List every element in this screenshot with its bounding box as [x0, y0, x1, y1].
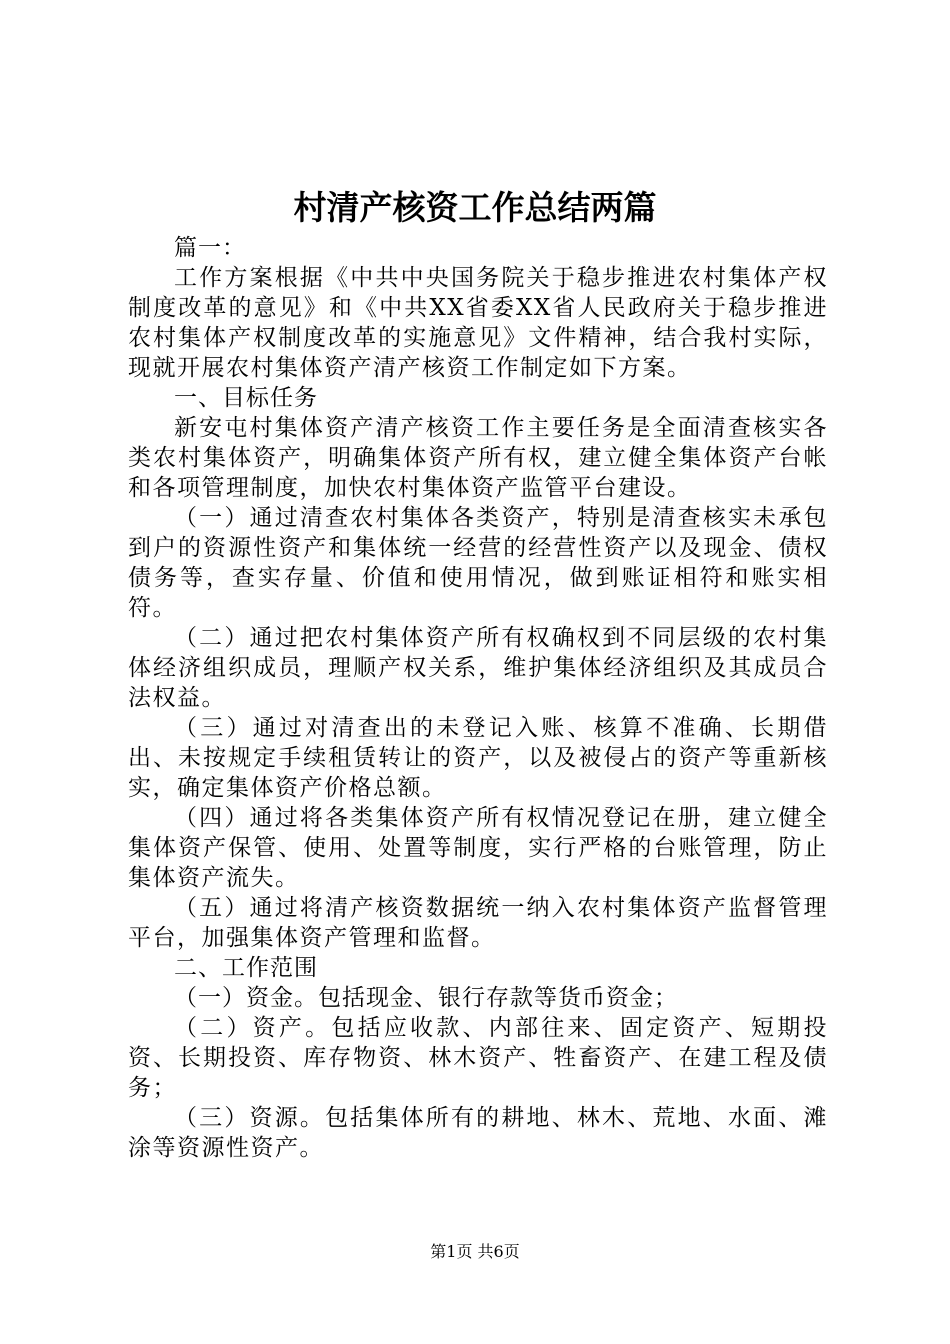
section-heading-part-one: 篇一： — [174, 235, 246, 261]
page-footer: 第1页 共6页 — [430, 1242, 520, 1261]
paragraph-goal-4: （四）通过将各类集体资产所有权情况登记在册，建立健全集体资产保管、使用、处置等制度，实行严格的台账管理，防止集体资产流失。 — [128, 805, 828, 891]
paragraph-goal-5: （五）通过将清产核资数据统一纳入农村集体资产监督管理平台，加强集体资产管理和监督。 — [128, 895, 828, 951]
paragraph-work-plan-basis: 工作方案根据《中共中央国务院关于稳步推进农村集体产权制度改革的意见》和《中共XX省委XX省人民政府关于稳步推进农村集体产权制度改革的实施意见》文件精神，结合我村实际，现就开展农村集体资产清产核资工作制定如下方案。 — [128, 265, 828, 381]
paragraph-goal-3: （三）通过对清查出的未登记入账、核算不准确、长期借出、未按规定手续租赁转让的资产，以及被侵占的资产等重新核实，确定集体资产价格总额。 — [128, 715, 828, 801]
paragraph-scope-resources: （三）资源。包括集体所有的耕地、林木、荒地、水面、滩涂等资源性资产。 — [128, 1105, 828, 1161]
paragraph-goal-2: （二）通过把农村集体资产所有权确权到不同层级的农村集体经济组织成员，理顺产权关系，维护集体经济组织及其成员合法权益。 — [128, 625, 828, 711]
document-title: 村清产核资工作总结两篇 — [293, 188, 657, 227]
paragraph-goal-1: （一）通过清查农村集体各类资产，特别是清查核实未承包到户的资源性资产和集体统一经营的经营性资产以及现金、债权债务等，查实存量、价值和使用情况，做到账证相符和账实相符。 — [128, 505, 828, 621]
paragraph-scope-funds: （一）资金。包括现金、银行存款等货币资金； — [174, 985, 678, 1011]
paragraph-main-task: 新安屯村集体资产清产核资工作主要任务是全面清查核实各类农村集体资产，明确集体资产所有权，建立健全集体资产台帐和各项管理制度，加快农村集体资产监管平台建设。 — [128, 415, 828, 501]
document-body — [128, 233, 828, 1163]
paragraph-scope-assets: （二）资产。包括应收款、内部往来、固定资产、短期投资、长期投资、库存物资、林木资产、牲畜资产、在建工程及债务； — [128, 1015, 828, 1101]
section-heading-scope: 二、工作范围 — [174, 955, 318, 981]
section-heading-goals: 一、目标任务 — [174, 385, 318, 411]
